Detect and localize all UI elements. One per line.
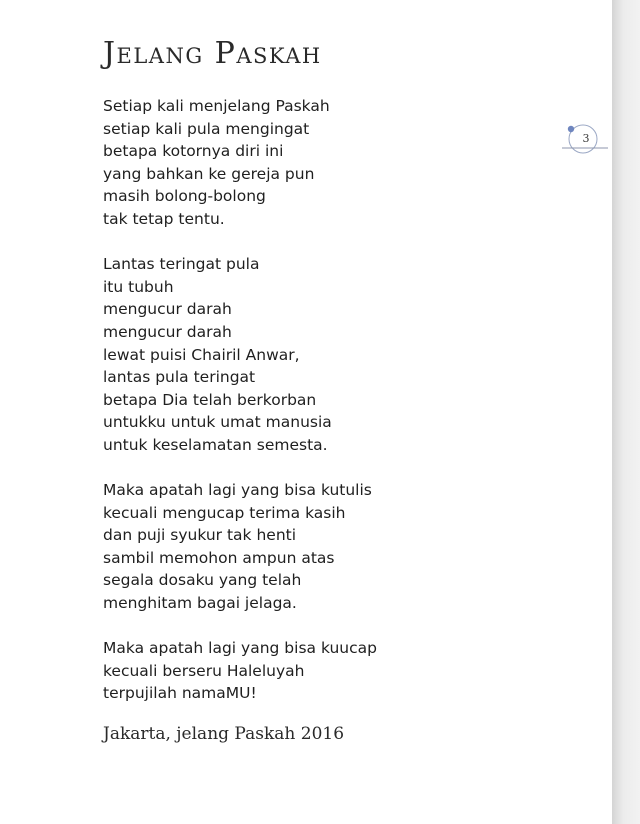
poem-line: dan puji syukur tak henti	[103, 526, 297, 545]
poem-line: Maka apatah lagi yang bisa kuucap	[103, 639, 377, 658]
poem-line: yang bahkan ke gereja pun	[103, 164, 315, 183]
poem-line: betapa kotornya diri ini	[103, 142, 284, 161]
page-number: 3	[582, 132, 590, 145]
poem-line: terpujilah namaMU!	[103, 684, 257, 703]
stanza	[103, 95, 377, 231]
poem-line: segala dosaku yang telah	[103, 571, 302, 590]
poem-line: lantas pula teringat	[103, 368, 256, 387]
poem-line: setiap kali pula mengingat	[103, 119, 310, 138]
page-edge-shadow	[612, 0, 640, 824]
poem-line: mengucur darah	[103, 300, 232, 319]
poem-line: betapa Dia telah berkorban	[103, 390, 317, 409]
stanza	[103, 253, 377, 456]
poem-body	[103, 95, 377, 728]
stanza	[103, 479, 377, 615]
poem-line: menghitam bagai jelaga.	[103, 594, 297, 613]
poem-line: Setiap kali menjelang Paskah	[103, 97, 330, 115]
poem-line: Maka apatah lagi yang bisa kutulis	[103, 481, 372, 500]
poem-line: lewat puisi Chairil Anwar,	[103, 345, 300, 364]
poem-line: untuk keselamatan semesta.	[103, 435, 328, 454]
poem-line: tak tetap tentu.	[103, 209, 225, 228]
poem-line: mengucur darah	[103, 322, 232, 341]
poem-line: sambil memohon ampun atas	[103, 548, 335, 567]
poem-line: untukku untuk umat manusia	[103, 413, 332, 432]
poem-line: itu tubuh	[103, 277, 174, 296]
poem-line: Lantas teringat pula	[103, 255, 260, 274]
signoff-place-date: Jakarta, jelang Paskah 2016	[103, 724, 345, 744]
poem-line: masih bolong-bolong	[103, 187, 266, 206]
poem-title: Jelang Paskah	[103, 36, 322, 71]
poem-line: kecuali mengucap terima kasih	[103, 503, 346, 522]
poem-line: kecuali berseru Haleluyah	[103, 661, 305, 680]
page-number-badge	[562, 122, 610, 158]
stanza	[103, 637, 377, 705]
